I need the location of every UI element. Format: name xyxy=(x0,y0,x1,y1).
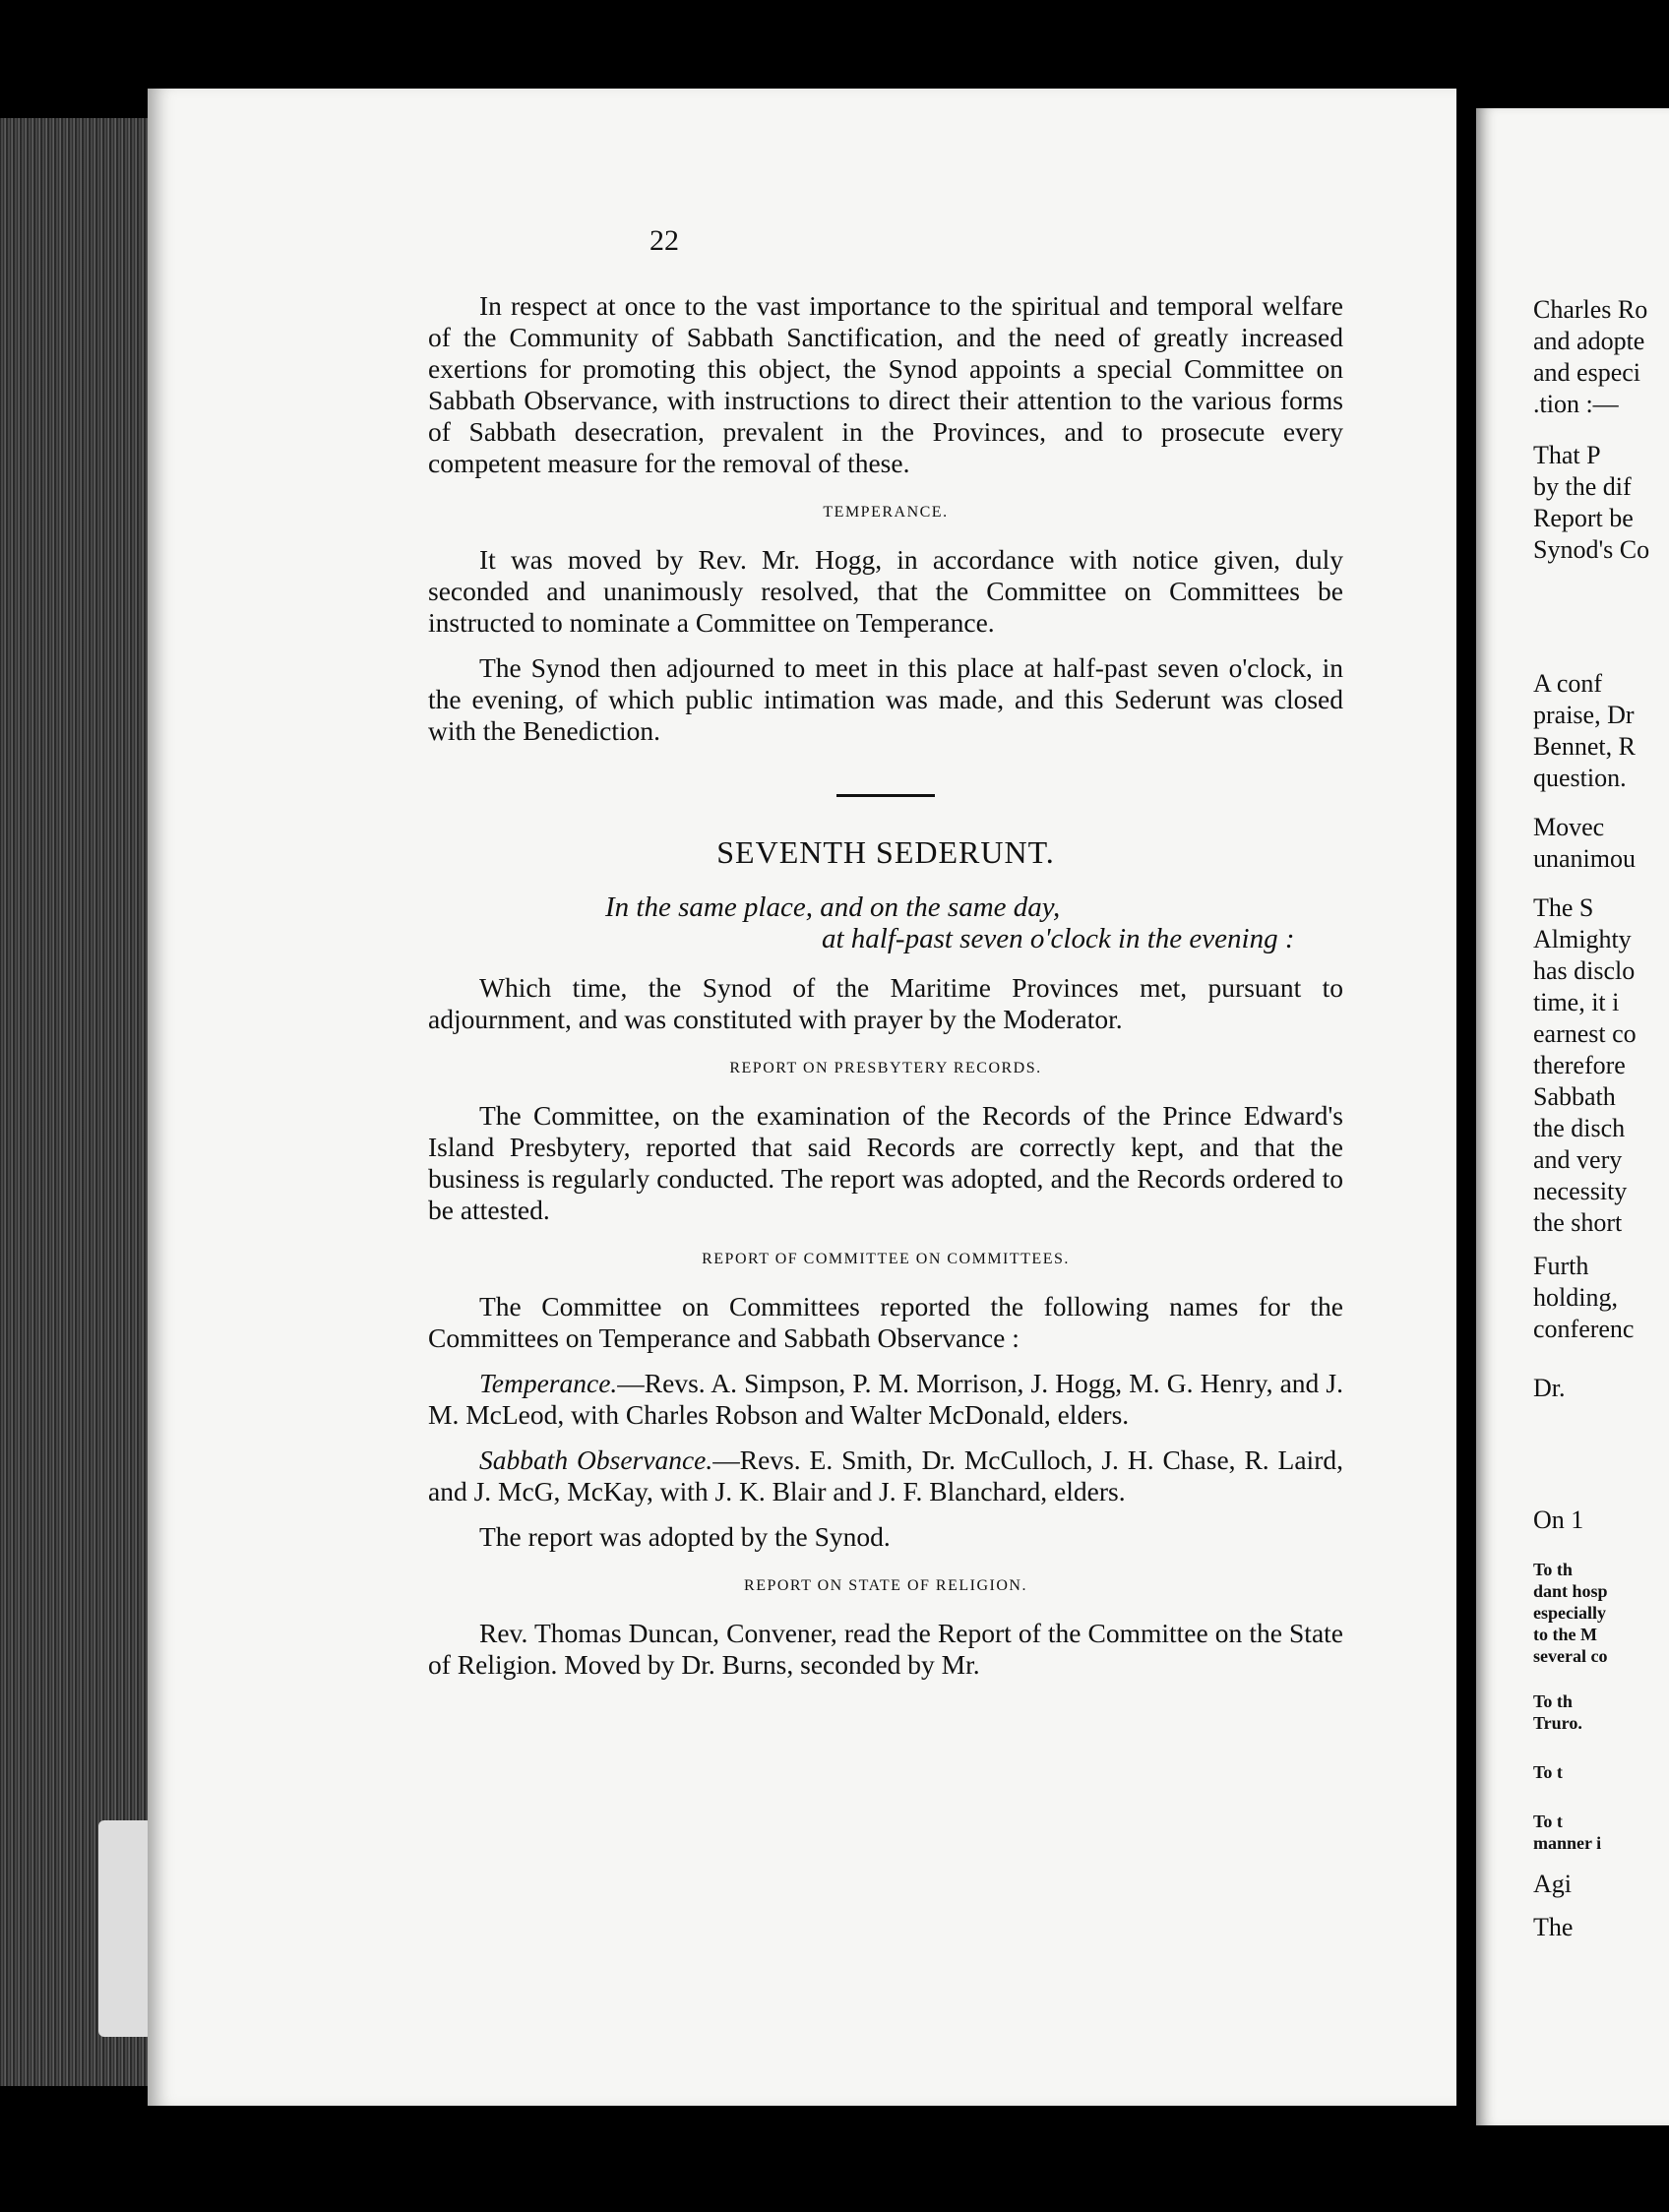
right-fragment-line: Almighty xyxy=(1533,925,1632,953)
sederunt-title: SEVENTH SEDERUNT. xyxy=(716,834,1055,870)
religion-paragraph: Rev. Thomas Duncan, Convener, read the Report of the Committee on the State of Religion. Moved by Dr. Burns, seconded by Mr. xyxy=(428,1618,1343,1680)
right-fragment-line: That P xyxy=(1533,441,1601,469)
right-fragment-line: holding, xyxy=(1533,1283,1618,1312)
right-fragment-line: Dr. xyxy=(1533,1374,1566,1402)
presbytery-paragraph: The Committee, on the examination of the Records of the Prince Edward's Island Presbytery, reported that said Records are correctly kept, and that the business is regularly conducted. The report was adopted, and the Records ordered to be attested. xyxy=(428,1100,1343,1225)
right-fragment-line: the short xyxy=(1533,1208,1623,1237)
right-fragment-line: Charles Ro xyxy=(1533,295,1648,324)
right-fragment-line: by the dif xyxy=(1533,472,1632,501)
temperance-committee xyxy=(428,1368,1343,1431)
right-fragment-line: Bennet, R xyxy=(1533,732,1636,761)
right-fragment-line: On 1 xyxy=(1533,1505,1584,1534)
sederunt-opening: Which time, the Synod of the Maritime Provinces met, pursuant to adjournment, and was constituted with prayer by the Moderator. xyxy=(428,972,1343,1034)
right-fragment-line: Sabbath xyxy=(1533,1082,1616,1111)
sabbath-paragraph: In respect at once to the vast importance to the spiritual and temporal welfare of the Community of Sabbath Sanctification, and the need of greatly increased exertions for promoting this object, the Synod appoints a special Committee on Sabbath Observance, with instructions to direct their attention to the various forms of Sabbath desecration, prevalent in the Provinces, and to prosecute every competent measure for the removal of these. xyxy=(428,290,1343,478)
temperance-heading: TEMPERANCE. xyxy=(823,504,949,521)
right-fragment-line: Report be xyxy=(1533,504,1634,532)
right-fragment-line: conferenc xyxy=(1533,1315,1635,1343)
page-body xyxy=(428,290,1343,1694)
committees-intro: The Committee on Committees reported the following names for the Committees on Temperance and Sabbath Observance : xyxy=(428,1291,1343,1353)
right-fragment-line: necessity xyxy=(1533,1177,1628,1205)
right-fragment-line: Furth xyxy=(1533,1252,1589,1280)
right-fragment-line: several co xyxy=(1533,1646,1608,1666)
presbytery-heading: REPORT ON PRESBYTERY RECORDS. xyxy=(729,1060,1042,1076)
right-fragment-line: and adopte xyxy=(1533,327,1645,355)
temperance-paragraph: It was moved by Rev. Mr. Hogg, in accordance with notice given, duly seconded and unanimously resolved, that the Committee on Committees be instructed to nominate a Committee on Temperance. xyxy=(428,544,1343,638)
right-fragment-line: to the M xyxy=(1533,1625,1597,1644)
right-fragment-line: To th xyxy=(1533,1560,1573,1579)
adjourn-paragraph: The Synod then adjourned to meet in this place at half-past seven o'clock, in the evening, of which public intimation was made, and this Sederunt was closed with the Benediction. xyxy=(428,652,1343,746)
committees-section xyxy=(428,1291,1343,1553)
sabbath-committee xyxy=(428,1444,1343,1507)
sabbath-names: —Revs. E. Smith, Dr. McCulloch, J. H. Chase, R. Laird, and J. McG, McKay, with J. K. Blair and J. F. Blanchard, elders. xyxy=(428,1444,1343,1506)
temperance-names: —Revs. A. Simpson, P. M. Morrison, J. Hogg, M. G. Henry, and J. M. McLeod, with Charles Robson and Walter McDonald, elders. xyxy=(428,1368,1343,1430)
section-rule xyxy=(836,794,935,797)
right-fragment-line: the disch xyxy=(1533,1114,1626,1142)
committees-adopted: The report was adopted by the Synod. xyxy=(479,1521,891,1552)
right-fragment-line: manner i xyxy=(1533,1833,1602,1853)
right-fragment-line: especially xyxy=(1533,1603,1606,1623)
right-fragment-line: Agi xyxy=(1533,1870,1572,1898)
right-fragment-line: .tion :— xyxy=(1533,390,1619,418)
page-number: 22 xyxy=(649,224,679,257)
right-fragment-line: time, it i xyxy=(1533,988,1620,1016)
right-fragment-line: The xyxy=(1533,1913,1574,1941)
right-fragment-line: earnest co xyxy=(1533,1019,1637,1048)
religion-heading: REPORT ON STATE OF RELIGION. xyxy=(744,1577,1027,1594)
right-fragment-line: and very xyxy=(1533,1145,1623,1174)
right-fragment-line: To th xyxy=(1533,1691,1573,1711)
committees-heading: REPORT OF COMMITTEE ON COMMITTEES. xyxy=(702,1251,1070,1267)
right-fragment-line: has disclo xyxy=(1533,956,1636,985)
right-fragment-line: To t xyxy=(1533,1812,1563,1831)
right-fragment-line: Synod's Co xyxy=(1533,535,1650,564)
sabbath-label: Sabbath Observance. xyxy=(479,1444,713,1475)
right-fragment-line: dant hosp xyxy=(1533,1581,1608,1601)
right-fragment-line: therefore xyxy=(1533,1051,1626,1079)
sederunt-time-line-2: at half-past seven o'clock in the evening : xyxy=(822,923,1295,954)
right-fragment-line: Truro. xyxy=(1533,1713,1582,1733)
temperance-label: Temperance. xyxy=(479,1368,618,1398)
right-fragment-line: question. xyxy=(1533,764,1627,792)
right-fragment-line: The S xyxy=(1533,893,1594,922)
sederunt-time-line-1: In the same place, and on the same day, xyxy=(605,891,1061,923)
right-fragment-line: A conf xyxy=(1533,669,1603,698)
book-page-edges xyxy=(0,118,167,2086)
right-fragment-line: praise, Dr xyxy=(1533,701,1635,729)
page-edge-tab xyxy=(98,1820,153,2037)
right-fragment-line: To t xyxy=(1533,1762,1563,1782)
right-page-fragment xyxy=(1476,108,1669,2125)
right-fragment-line: and especi xyxy=(1533,358,1641,387)
right-fragment-line: Movec xyxy=(1533,813,1605,841)
right-fragment-line: unanimou xyxy=(1533,844,1636,873)
left-page xyxy=(148,89,1456,2106)
